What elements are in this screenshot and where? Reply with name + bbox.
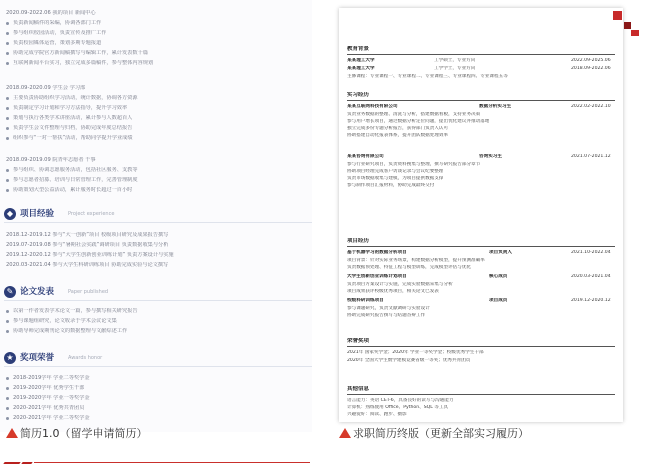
intern-role: 数据分析实习生 (479, 104, 512, 109)
intern-company: 某某互联网科技有限公司 (347, 104, 398, 109)
award-line: 2020年 全国大学生数学建模竞赛省级一等奖；优秀共青团员 (347, 358, 471, 363)
edu-school: 某某理工大学 (347, 58, 375, 63)
bottom-stripe (21, 462, 32, 464)
corner-decoration (631, 30, 639, 36)
award-line: 2019-2020学年 学业一等奖学金 (13, 395, 90, 401)
left-mid-line-3: 策划与执行各类学术讲座活动，累计参与人数超百人 (13, 115, 133, 121)
section-subtitle: Project experience (68, 211, 115, 217)
proj-line: 协助完成研究报告撰写与结题答辩工作 (347, 313, 426, 318)
proj-name: 大学生创新创业训练计划项目 (347, 274, 407, 279)
proj-name: 基于机器学习的数据分析项目 (347, 250, 407, 255)
award-line: 2018-2019学年 学业二等奖学金 (13, 375, 90, 381)
skill-line: 计算机：熟练使用 Office、Python、SQL 等工具 (347, 405, 449, 410)
corner-decoration (613, 11, 622, 20)
left-top-line-3: 负责校园媒体运营，策划多期专题报道 (13, 40, 102, 46)
edu-divider (347, 54, 615, 55)
skill-title: 其他信息 (347, 386, 370, 392)
paper-line: 参与课题组研究，论文收录于学术会议论文集 (13, 318, 117, 324)
proj-line: 负责数据预处理、特征工程与模型训练，完成模型评估与优化 (347, 265, 472, 270)
intern-divider (347, 100, 615, 101)
left-top-line-4: 协助完成学院官方新闻稿撰写与编辑工作，累计发表数十篇 (13, 50, 148, 56)
edu-degree: 工学学士，专业方向 (434, 66, 476, 71)
proj-role: 核心成员 (489, 274, 508, 279)
section-divider (4, 300, 312, 301)
left-low-line-3: 协助策划大型公益活动，累计服务时长超过一百小时 (13, 187, 133, 193)
resume-preview-left (0, 0, 312, 432)
resume-preview-right (339, 8, 623, 422)
intern-date: 2022.02-2022.10 (571, 104, 611, 109)
section-subtitle: Awards honor (68, 355, 103, 361)
intern-company: 某某咨询有限公司 (347, 154, 384, 159)
edu-date: 2018.09-2022.06 (571, 66, 611, 71)
bottom-stripe (3, 462, 20, 464)
proj-date: 2019.12-2020.12 (571, 298, 611, 303)
left-mid-line-4: 负责学生会文件整理与归档，协助完成年度总结报告 (13, 125, 133, 131)
left-low-line-2: 参与志愿者招募、培训与日常管理工作，完善管理制度 (13, 177, 138, 183)
caption-left: 简历1.0（留学申请简历） (20, 427, 148, 440)
left-low-line-0: 2018.09-2019.09 院青年志愿者 干事 (6, 157, 96, 163)
proj-line: 项目成果获评校级优秀项目，相关论文已发表 (347, 289, 439, 294)
caption-right: 求职简历终版（更新全部实习履历） (353, 427, 529, 440)
paper-line: 协助导师完成期刊论文的数据整理与文献综述工作 (13, 328, 128, 334)
proj-date: 2020.03-2021.04 (571, 274, 611, 279)
section-title: 项目经验 (20, 209, 55, 219)
intern-role: 咨询实习生 (479, 154, 502, 159)
section-subtitle: Paper published (68, 289, 109, 295)
intern-line: 负责市场数据收集与建模，为项目提供数据支撑 (347, 176, 444, 181)
award-divider (347, 346, 615, 347)
projects-icon: ◆ (4, 208, 16, 220)
proj-line: 项目背景：针对实际业务场景，构建数据分析模型，提升预测准确率 (347, 258, 485, 263)
left-mid-line-2: 负责制定学习计划和学习方法指导，提升学习效率 (13, 105, 128, 111)
intern-line: 独立完成多份专题分析报告，获得部门负责人认可 (347, 126, 449, 131)
intern-line: 协助项目经理完成客户访谈记录与会议纪要整理 (347, 169, 444, 174)
left-low-line-1: 参与组织、协调志愿服务活动，包括社区服务、支教等 (13, 167, 138, 173)
intern-line: 协助搭建自动化报表体系，提升团队数据处理效率 (347, 133, 449, 138)
edu-degree: 工学硕士，专业方向 (434, 58, 476, 63)
proj-divider (347, 246, 615, 247)
intern-line: 参与行业研究项目，负责资料搜集与整理，撰写研究报告部分章节 (347, 162, 481, 167)
skill-line: 兴趣爱好：阅读、跑步、摄影 (347, 412, 407, 417)
intern-line: 负责业务数据的整理、清洗与分析，搭建数据看板，支持业务决策 (347, 112, 481, 117)
edu-title: 教育背景 (347, 46, 370, 52)
proj-line: 参与课题研究，负责文献调研与实验设计 (347, 306, 430, 311)
bottom-rule (34, 462, 310, 463)
edu-school: 某某理工大学 (347, 66, 375, 71)
skill-divider (347, 394, 615, 395)
section-divider (4, 222, 312, 223)
award-icon: ★ (4, 352, 16, 364)
corner-decoration (624, 22, 631, 29)
warning-triangle-icon (6, 428, 18, 438)
left-top-line-5: 互联网新闻平台实习，独立完成多篇稿件，参与整体内容规划 (13, 60, 154, 66)
award-line: 2020-2021学年 学业二等奖学金 (13, 415, 90, 421)
warning-triangle-icon (339, 428, 351, 438)
left-mid-line-0: 2018.09-2020.09 学生会 学习部 (6, 85, 86, 91)
skill-line: 语言能力：英语 CET-6，具备良好的读写与沟通能力 (347, 398, 454, 403)
project-line: 2018.12-2019.12 参与“大一创新”项目 校级项目研究及成果报告撰写 (6, 232, 169, 238)
paper-icon: ✎ (4, 286, 16, 298)
left-mid-line-5: 组织参与“一对一帮扶”活动，帮助同学提升学业成绩 (13, 135, 133, 141)
project-line: 2020.03-2021.04 参与大学生科研训练项目 协助完成实验与论文撰写 (6, 262, 169, 268)
proj-name: 校级科研训练项目 (347, 298, 384, 303)
proj-role: 项目成员 (489, 298, 508, 303)
left-top-line-0: 2020.09-2022.06 我的项目 新闻中心 (6, 10, 96, 16)
proj-line: 负责项目方案设计与实施，完成实验数据采集与分析 (347, 282, 453, 287)
left-top-line-2: 参与组织校园活动，负责宣传及推广工作 (13, 30, 107, 36)
intern-line: 参与制作项目汇报材料，协助完成最终交付 (347, 183, 435, 188)
intern-date: 2021.07-2021.12 (571, 154, 611, 159)
project-line: 2019.07-2019.08 参与“暑期社会实践”调研项目 负责数据收集与分析 (6, 242, 169, 248)
award-title: 荣誉奖项 (347, 338, 370, 344)
proj-role: 项目负责人 (489, 250, 512, 255)
award-line: 2021年 国家奖学金；2020年 学业一等奖学金；校级优秀学生干部 (347, 350, 484, 355)
proj-title: 项目经历 (347, 238, 370, 244)
intern-line: 参与用户增长项目，通过数据分析定位问题，提出优化建议并推动落地 (347, 119, 490, 124)
paper-line: 以第一作者发表学术论文一篇，参与撰写相关研究报告 (13, 308, 138, 314)
section-divider (4, 366, 312, 367)
project-line: 2019.12-2020.12 参与“大学生创新创业训练计划” 负责方案设计与实施 (6, 252, 174, 258)
intern-title: 实习经历 (347, 92, 370, 98)
left-top-line-1: 负责新闻稿件的采编，协调各部门工作 (13, 20, 102, 26)
section-title: 奖项荣誉 (20, 353, 55, 363)
proj-date: 2021.10-2022.04 (571, 250, 611, 255)
award-line: 2019-2020学年 优秀学生干部 (13, 385, 85, 391)
award-line: 2020-2021学年 优秀共青团员 (13, 405, 85, 411)
edu-date: 2022.09-2025.06 (571, 58, 611, 63)
edu-detail: 主修课程：专业课程一、专业课程二、专业课程三、专业课程四、专业课程五等 (347, 74, 508, 79)
section-title: 论文发表 (20, 287, 55, 297)
left-mid-line-1: 主要负责协助组织学习活动，统计数据，协调各方资源 (13, 95, 138, 101)
